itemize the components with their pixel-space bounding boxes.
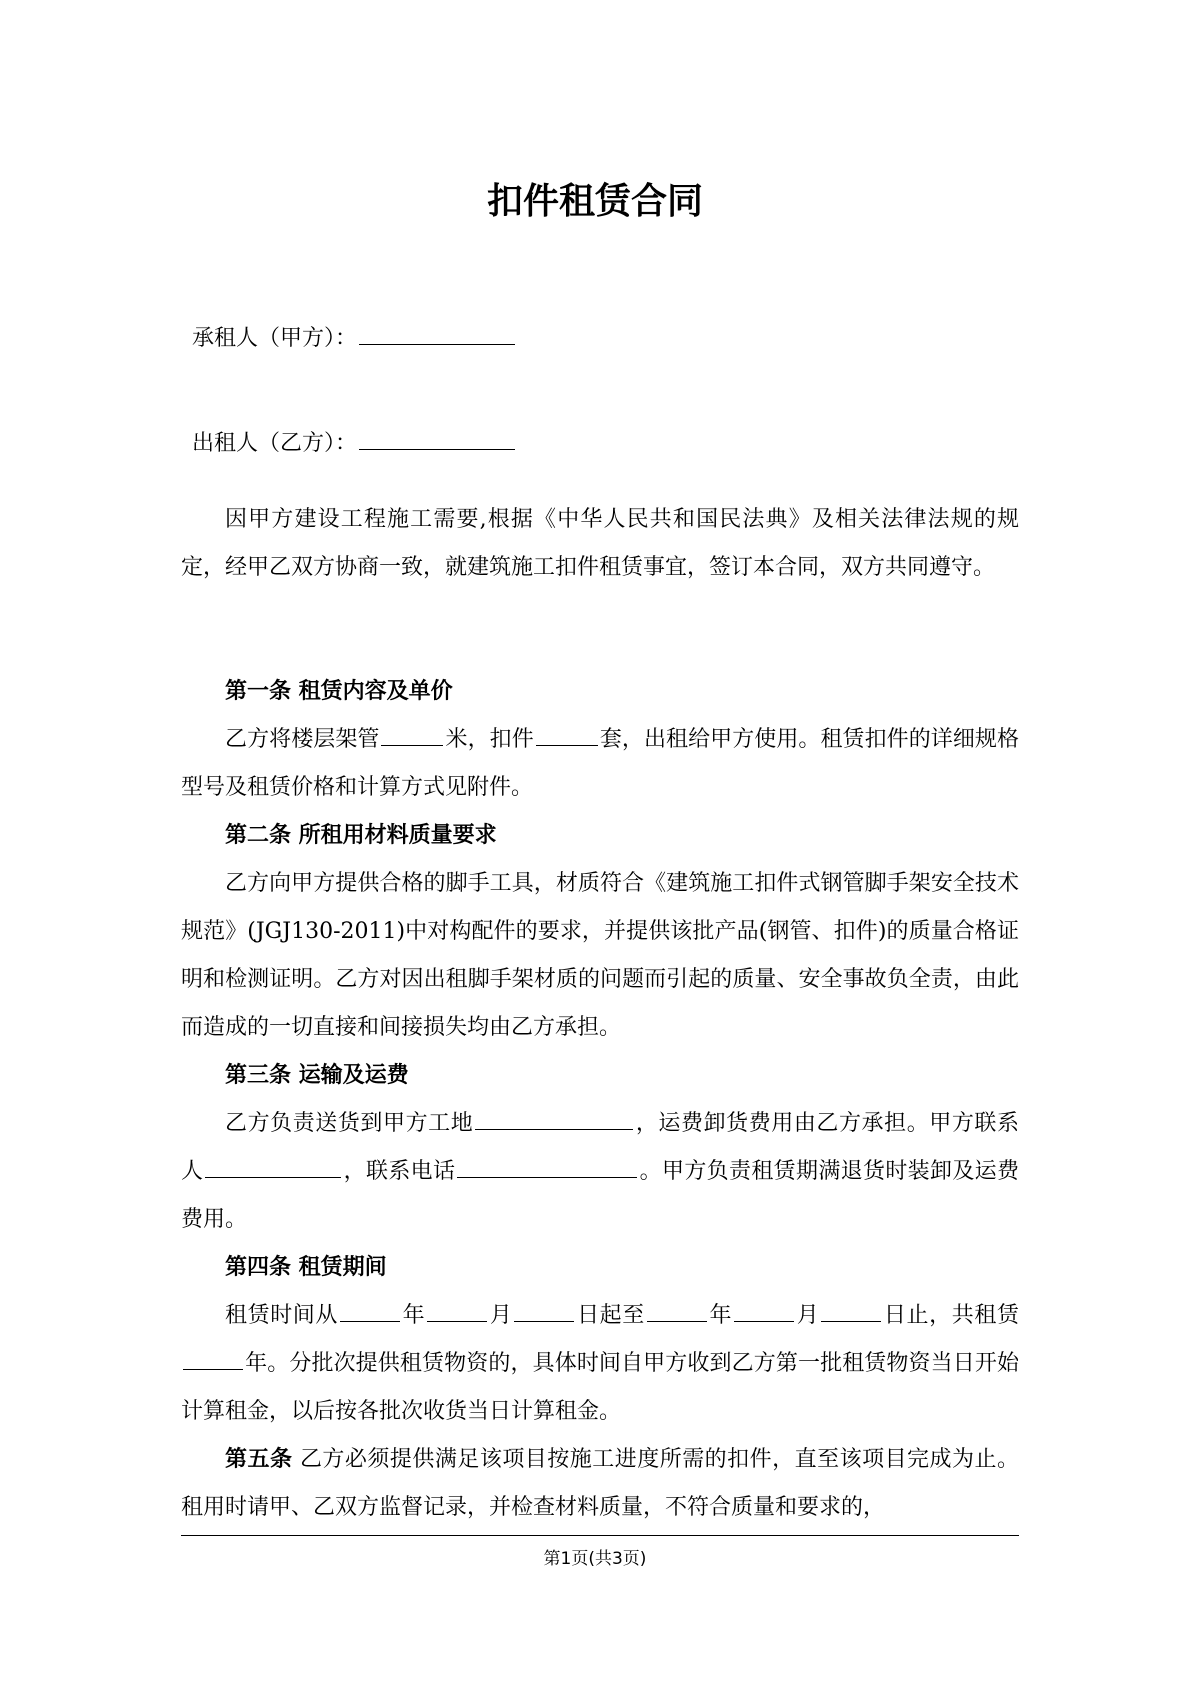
article3-heading: 第三条 运输及运费 bbox=[225, 1063, 409, 1088]
article4-heading: 第四条 租赁期间 bbox=[225, 1255, 387, 1280]
document-title: 扣件租赁合同 bbox=[486, 181, 703, 222]
article3-text-2: ，运费卸货费用由乙方承担。甲方联系人 bbox=[181, 1111, 1019, 1184]
coupler-count-blank[interactable] bbox=[536, 723, 598, 746]
article3-text-3: ，联系电话 bbox=[343, 1159, 456, 1184]
lessee-line bbox=[192, 322, 517, 355]
contact-phone-blank[interactable] bbox=[457, 1155, 637, 1178]
lessor-blank[interactable] bbox=[359, 427, 515, 450]
lessee-blank[interactable] bbox=[359, 322, 515, 345]
end-day-blank[interactable] bbox=[821, 1299, 881, 1322]
intro-paragraph: 因甲方建设工程施工需要,根据《中华人民共和国民法典》及相关法律法规的规定，经甲乙双方协商一致，就建筑施工扣件租赁事宜，签订本合同，双方共同遵守。 bbox=[181, 507, 1019, 580]
articles-section bbox=[181, 668, 1019, 1532]
day-from-label: 日起至 bbox=[576, 1303, 645, 1328]
start-day-blank[interactable] bbox=[514, 1299, 574, 1322]
day-to-label: 日止，共租赁 bbox=[883, 1303, 1019, 1328]
start-year-blank[interactable] bbox=[340, 1299, 400, 1322]
month-label-2: 月 bbox=[796, 1303, 820, 1328]
lease-years-blank[interactable] bbox=[183, 1347, 243, 1370]
end-year-blank[interactable] bbox=[647, 1299, 707, 1322]
article2-paragraph: 乙方向甲方提供合格的脚手工具，材质符合《建筑施工扣件式钢管脚手架安全技术规范》(JGJ130-2011)中对构配件的要求，并提供该批产品(钢管、扣件)的质量合格证明和检测证明。乙方对因出租脚手架材质的问题而引起的质量、安全事故负全责，由此而造成的一切直接和间接损失均由乙方承担。 bbox=[181, 871, 1019, 1040]
end-month-blank[interactable] bbox=[734, 1299, 794, 1322]
footer-divider bbox=[181, 1535, 1019, 1536]
article5-text: 乙方必须提供满足该项目按施工进度所需的扣件，直至该项目完成为止。租用时请甲、乙双方监督记录，并检查材料质量，不符合质量和要求的， bbox=[181, 1447, 1019, 1520]
intro-section bbox=[181, 496, 1019, 592]
article4-text-1: 租赁时间从 bbox=[225, 1303, 339, 1328]
site-blank[interactable] bbox=[475, 1107, 633, 1130]
article3-text-4: 。甲方负责租赁期满退货时装卸及运费费用。 bbox=[181, 1159, 1019, 1232]
article3-text-1: 乙方负责送货到甲方工地 bbox=[225, 1111, 474, 1136]
article5-paragraph bbox=[181, 1436, 1019, 1532]
contact-person-blank[interactable] bbox=[205, 1155, 341, 1178]
article5-label: 第五条 bbox=[225, 1447, 293, 1472]
article4-text-end: 年。分批次提供租赁物资的，具体时间自甲方收到乙方第一批租赁物资当日开始计算租金，以后按各批次收货当日计算租金。 bbox=[181, 1351, 1019, 1424]
pipe-length-blank[interactable] bbox=[381, 723, 443, 746]
lessor-label: 出租人（乙方）： bbox=[192, 431, 358, 456]
article3-paragraph bbox=[181, 1100, 1019, 1244]
article2-heading: 第二条 所租用材料质量要求 bbox=[225, 823, 497, 848]
article1-paragraph bbox=[181, 716, 1019, 812]
start-month-blank[interactable] bbox=[427, 1299, 487, 1322]
article1-text-2: 米，扣件 bbox=[445, 727, 534, 752]
article1-text-1: 乙方将楼层架管 bbox=[225, 727, 380, 752]
month-label-1: 月 bbox=[489, 1303, 513, 1328]
article4-paragraph bbox=[181, 1292, 1019, 1436]
lessor-line bbox=[192, 427, 517, 460]
article1-heading: 第一条 租赁内容及单价 bbox=[225, 679, 453, 704]
lessee-label: 承租人（甲方）： bbox=[192, 326, 358, 351]
page-number: 第1页(共3页) bbox=[543, 1549, 647, 1569]
year-label-1: 年 bbox=[402, 1303, 426, 1328]
article1-text-3: 套，出租给甲方使用。租赁扣件的详细规格型号及租赁价格和计算方式见附件。 bbox=[181, 727, 1019, 800]
year-label-2: 年 bbox=[708, 1303, 733, 1328]
